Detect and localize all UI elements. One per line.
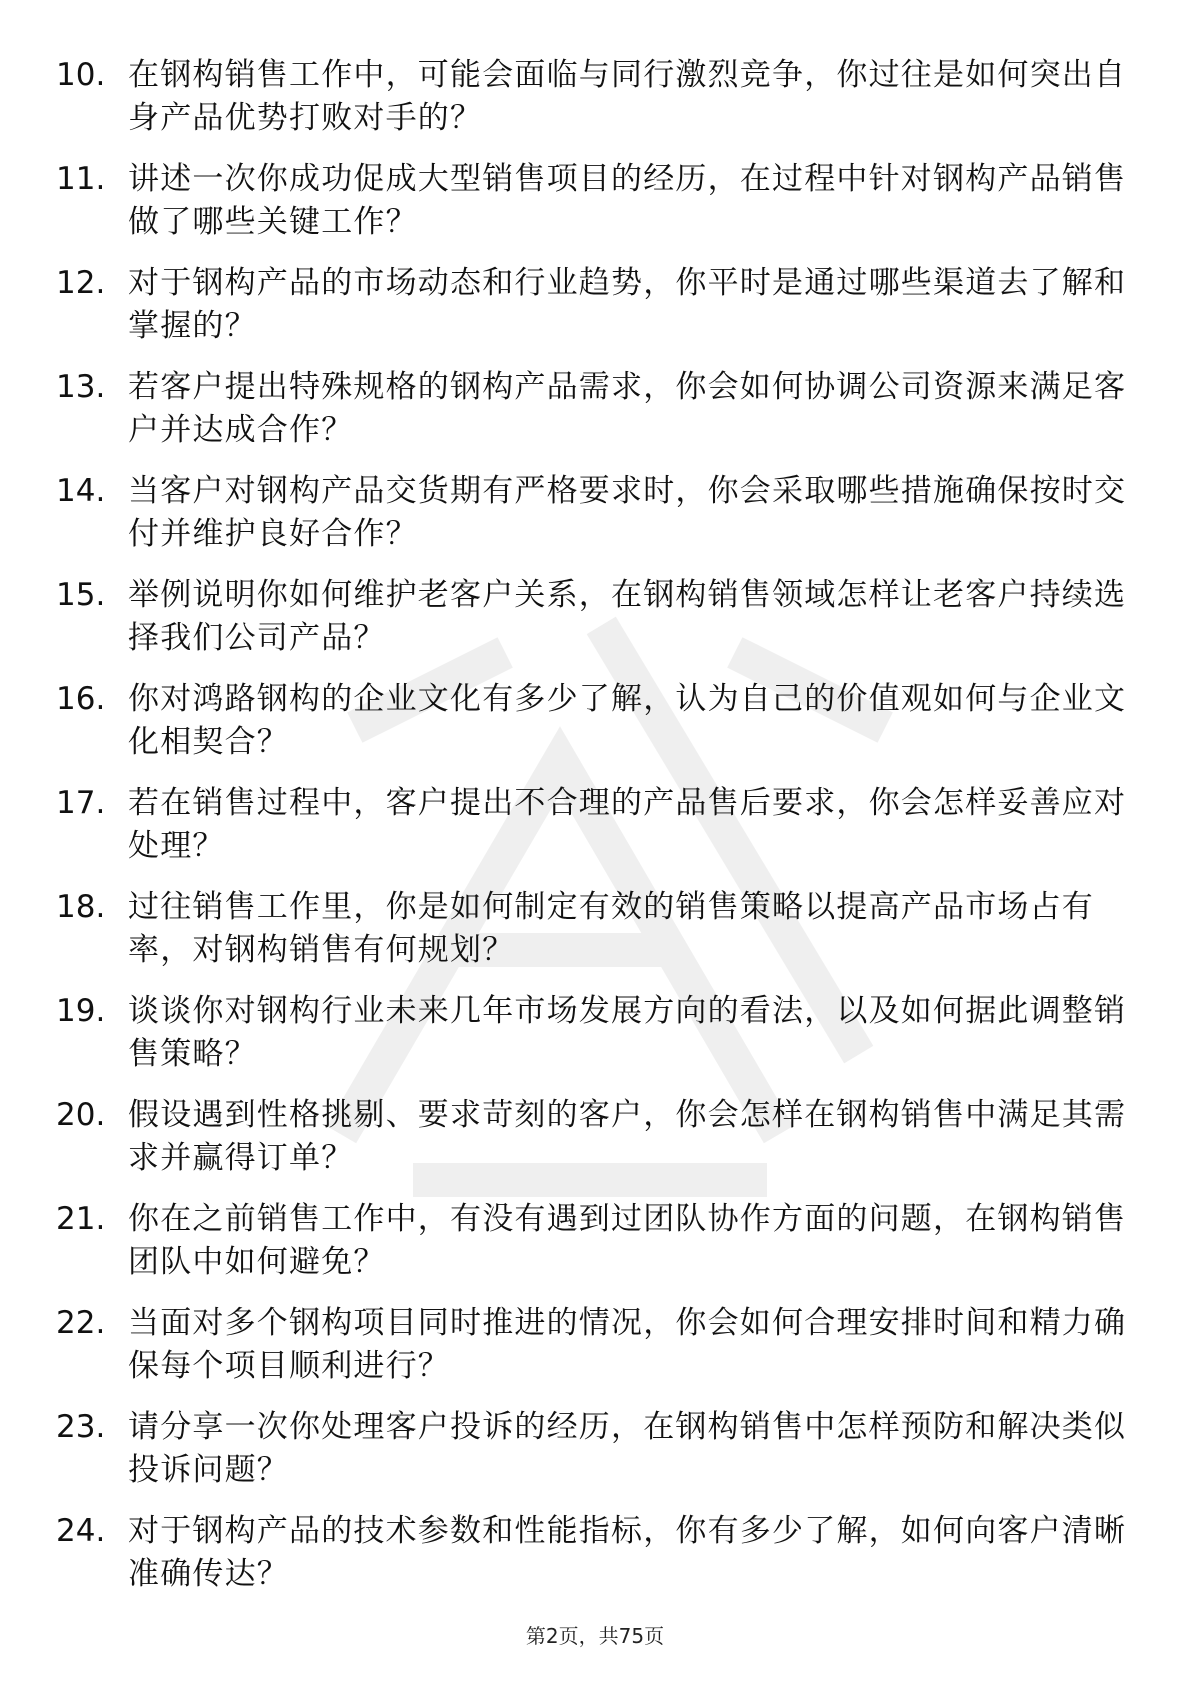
question-text: 谈谈你对钢构行业未来几年市场发展方向的看法，以及如何据此调整销售策略？ — [128, 993, 1127, 1072]
question-text: 你对鸿路钢构的企业文化有多少了解，认为自己的价值观如何与企业文化相契合？ — [128, 681, 1127, 760]
question-text: 若客户提出特殊规格的钢构产品需求，你会如何协调公司资源来满足客户并达成合作？ — [128, 369, 1127, 448]
question-item — [56, 1298, 1136, 1402]
question-number: 13. — [56, 369, 106, 405]
question-item — [56, 50, 1136, 154]
question-text: 在钢构销售工作中，可能会面临与同行激烈竞争，你过往是如何突出自身产品优势打败对手的？ — [128, 57, 1127, 136]
question-number: 15. — [56, 577, 106, 613]
question-text: 若在销售过程中，客户提出不合理的产品售后要求，你会怎样妥善应对处理？ — [128, 785, 1127, 864]
question-number: 17. — [56, 785, 106, 821]
question-number: 24. — [56, 1513, 106, 1549]
question-text: 假设遇到性格挑剔、要求苛刻的客户，你会怎样在钢构销售中满足其需求并赢得订单？ — [128, 1097, 1127, 1176]
question-item — [56, 258, 1136, 362]
question-number: 11. — [56, 161, 106, 197]
question-number: 20. — [56, 1097, 106, 1133]
question-text: 对于钢构产品的技术参数和性能指标，你有多少了解，如何向客户清晰准确传达？ — [128, 1513, 1127, 1592]
question-item — [56, 1194, 1136, 1298]
question-text: 对于钢构产品的市场动态和行业趋势，你平时是通过哪些渠道去了解和掌握的？ — [128, 265, 1127, 344]
question-text: 过往销售工作里，你是如何制定有效的销售策略以提高产品市场占有率，对钢构销售有何规划？ — [128, 889, 1094, 968]
question-item — [56, 778, 1136, 882]
question-item — [56, 1402, 1136, 1506]
question-number: 14. — [56, 473, 106, 509]
question-number: 16. — [56, 681, 106, 717]
question-text: 你在之前销售工作中，有没有遇到过团队协作方面的问题，在钢构销售团队中如何避免？ — [128, 1201, 1127, 1280]
page-number-footer: 第2页，共75页 — [525, 1624, 665, 1648]
question-item — [56, 882, 1136, 986]
question-text: 当面对多个钢构项目同时推进的情况，你会如何合理安排时间和精力确保每个项目顺利进行？ — [128, 1305, 1127, 1384]
question-item — [56, 362, 1136, 466]
question-number: 18. — [56, 889, 106, 925]
question-item — [56, 466, 1136, 570]
question-number: 23. — [56, 1409, 106, 1445]
question-text: 举例说明你如何维护老客户关系，在钢构销售领域怎样让老客户持续选择我们公司产品？ — [128, 577, 1127, 656]
question-text: 讲述一次你成功促成大型销售项目的经历，在过程中针对钢构产品销售做了哪些关键工作？ — [128, 161, 1127, 240]
question-number: 22. — [56, 1305, 106, 1341]
question-text: 当客户对钢构产品交货期有严格要求时，你会采取哪些措施确保按时交付并维护良好合作？ — [128, 473, 1127, 552]
question-item — [56, 570, 1136, 674]
question-number: 10. — [56, 57, 106, 93]
question-number: 19. — [56, 993, 106, 1029]
question-item — [56, 674, 1136, 778]
question-item — [56, 986, 1136, 1090]
question-number: 12. — [56, 265, 106, 301]
question-item — [56, 154, 1136, 258]
question-item — [56, 1506, 1136, 1610]
question-number: 21. — [56, 1201, 106, 1237]
question-list — [56, 50, 1136, 1610]
question-text: 请分享一次你处理客户投诉的经历，在钢构销售中怎样预防和解决类似投诉问题？ — [128, 1409, 1127, 1488]
question-item — [56, 1090, 1136, 1194]
